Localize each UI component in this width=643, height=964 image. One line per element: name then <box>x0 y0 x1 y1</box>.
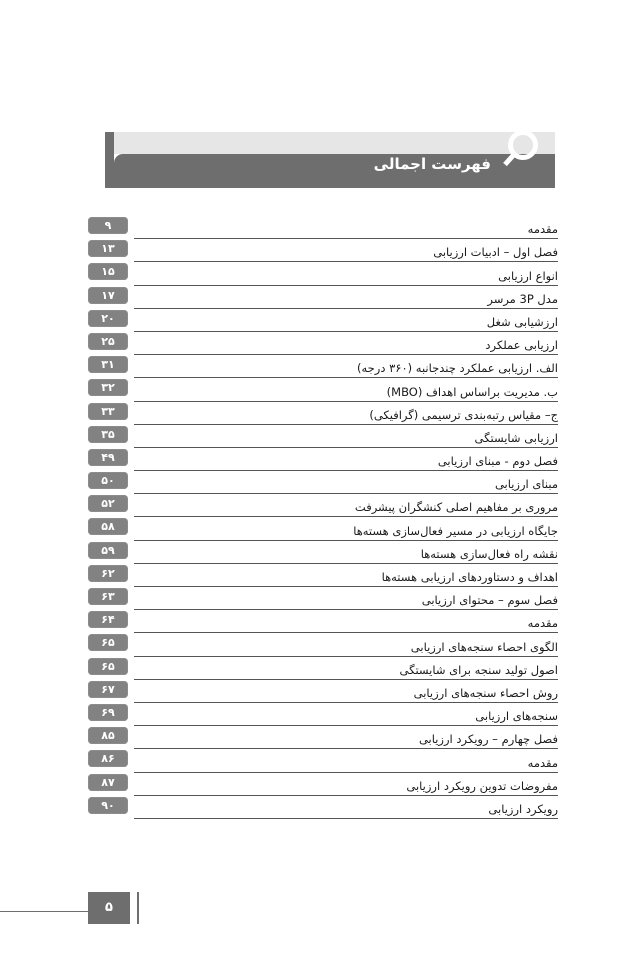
toc-page-badge: ۶۲ <box>88 565 128 582</box>
toc-entry[interactable] <box>88 425 558 448</box>
toc-entry[interactable] <box>88 773 558 796</box>
toc-entry[interactable] <box>88 633 558 656</box>
toc-entry[interactable] <box>88 402 558 425</box>
page-footer <box>0 892 643 932</box>
toc-page-badge: ۱۳ <box>88 240 128 257</box>
toc-entry[interactable] <box>88 286 558 309</box>
toc-entry-label: مفروضات تدوین رویکرد ارزیابی <box>406 778 558 793</box>
toc-entry-label: مقدمه <box>527 616 558 631</box>
toc-page-badge: ۵۰ <box>88 472 128 489</box>
header-left-accent-bar <box>105 132 114 188</box>
toc-entry[interactable] <box>88 610 558 633</box>
toc-page-badge: ۹ <box>88 217 128 234</box>
toc-page-badge: ۶۵ <box>88 634 128 651</box>
toc-page-badge: ۵۲ <box>88 495 128 512</box>
toc-entry-label: الگوی احصاء سنجه‌های ارزیابی <box>410 639 558 654</box>
toc-page-badge: ۵۸ <box>88 518 128 535</box>
toc-page-badge: ۱۵ <box>88 263 128 280</box>
header-top-strip <box>114 132 555 154</box>
toc-entry[interactable] <box>88 796 558 819</box>
toc-entry[interactable] <box>88 239 558 262</box>
toc-entry-label: فصل چهارم – رویکرد ارزیابی <box>418 732 558 747</box>
toc-entry[interactable] <box>88 517 558 540</box>
toc-entry-label: فصل دوم - مبنای ارزیابی <box>437 454 558 469</box>
toc-page-badge: ۹۰ <box>88 797 128 814</box>
toc-page-badge: ۲۵ <box>88 333 128 350</box>
toc-entry[interactable] <box>88 703 558 726</box>
toc-page-badge: ۸۷ <box>88 774 128 791</box>
toc-page-badge: ۶۷ <box>88 681 128 698</box>
toc-entry-label: مقدمه <box>527 222 558 237</box>
toc-entry-label: نقشه راه فعال‌سازی هسته‌ها <box>420 546 558 561</box>
search-icon <box>495 124 549 178</box>
toc-entry-label: جایگاه ارزیابی در مسیر فعال‌سازی هسته‌ها <box>353 523 558 538</box>
toc-entry[interactable] <box>88 216 558 239</box>
toc-entry-label: ارزشیابی شغل <box>486 314 558 329</box>
toc-entry[interactable] <box>88 680 558 703</box>
toc-page-badge: ۲۰ <box>88 310 128 327</box>
toc-page-badge: ۵۹ <box>88 542 128 559</box>
toc-entry[interactable] <box>88 262 558 285</box>
toc-entry-label: ارزیابی عملکرد <box>485 338 558 353</box>
toc-entry[interactable] <box>88 564 558 587</box>
toc-page-badge: ۸۵ <box>88 727 128 744</box>
toc-entry[interactable] <box>88 587 558 610</box>
toc-entry[interactable] <box>88 309 558 332</box>
toc-entry[interactable] <box>88 332 558 355</box>
toc-entry-label: اصول تولید سنجه برای شایستگی <box>399 662 558 677</box>
toc-entry-label: فصل اول – ادبیات ارزیابی <box>433 245 558 260</box>
toc-page-badge: ۶۴ <box>88 611 128 628</box>
toc-entry-label: ج– مقیاس رتبه‌بندی ترسیمی (گرافیکی) <box>369 407 558 422</box>
page-title: فهرست اجمالی <box>373 155 491 173</box>
toc-entry-label: رویکرد ارزیابی <box>488 801 558 816</box>
toc-page-badge: ۳۳ <box>88 403 128 420</box>
toc-entry-label: فصل سوم – محتوای ارزیابی <box>421 593 558 608</box>
toc-entry[interactable] <box>88 749 558 772</box>
toc-page-badge: ۳۲ <box>88 379 128 396</box>
footer-tick-mark <box>137 892 139 924</box>
toc-entry[interactable] <box>88 494 558 517</box>
toc-entry-label: مروری بر مفاهیم اصلی کنشگران پیشرفت <box>354 500 558 515</box>
toc-entry[interactable] <box>88 378 558 401</box>
toc-entry[interactable] <box>88 471 558 494</box>
toc-entry-label: الف. ارزیابی عملکرد چندجانبه (۳۶۰ درجه) <box>357 361 558 376</box>
toc-page-badge: ۶۳ <box>88 588 128 605</box>
footer-page-number-box <box>88 892 130 924</box>
toc-entry-label: مقدمه <box>527 755 558 770</box>
toc-leader-line <box>134 818 558 819</box>
toc-entry-label: انواع ارزیابی <box>498 268 558 283</box>
toc-page-badge: ۸۶ <box>88 750 128 767</box>
toc-entry[interactable] <box>88 448 558 471</box>
toc-entry[interactable] <box>88 726 558 749</box>
toc-entry-label: مدل 3P مرسر <box>487 291 558 306</box>
toc-entry-label: ارزیابی شایستگی <box>474 430 558 445</box>
toc-page-badge: ۶۵ <box>88 658 128 675</box>
footer-page-number: ۵ <box>105 900 113 915</box>
toc-page-badge: ۴۹ <box>88 449 128 466</box>
toc-entry-label: ب. مدیریت براساس اهداف (MBO) <box>386 384 558 399</box>
toc-entry-label: سنجه‌های ارزیابی <box>475 709 558 724</box>
toc-page-badge: ۳۵ <box>88 426 128 443</box>
toc-entry[interactable] <box>88 541 558 564</box>
toc-entry-label: مبنای ارزیابی <box>494 477 558 492</box>
toc-page-badge: ۳۱ <box>88 356 128 373</box>
toc-page-badge: ۱۷ <box>88 287 128 304</box>
footer-rule <box>0 911 88 912</box>
contents-header <box>105 132 555 188</box>
toc-entry[interactable] <box>88 355 558 378</box>
toc-page-badge: ۶۹ <box>88 704 128 721</box>
table-of-contents <box>88 216 558 819</box>
toc-entry[interactable] <box>88 657 558 680</box>
toc-entry-label: روش احصاء سنجه‌های ارزیابی <box>413 685 558 700</box>
toc-entry-label: اهداف و دستاوردهای ارزیابی هسته‌ها <box>381 570 558 584</box>
